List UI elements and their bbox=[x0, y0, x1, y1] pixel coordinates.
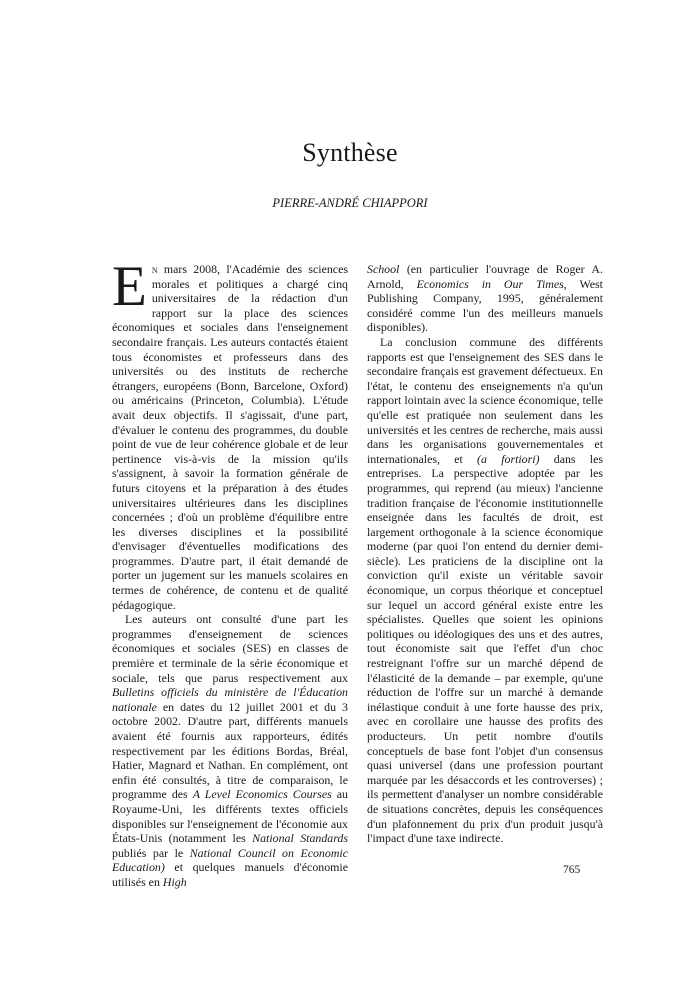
p2-italic-5: High bbox=[162, 874, 187, 889]
p2-text-f: (en particulier l'ouvrage de Roger A. Arnold, bbox=[367, 262, 603, 291]
p2-text-d: publiés par le bbox=[112, 845, 190, 860]
p2-italic-4: National Council on Economic Education) bbox=[112, 845, 348, 875]
paragraph-1-text: mars 2008, l'Académie des sciences morales et politiques a chargé cinq universitaires de la rédaction d'un rapport sur la place des sciences économiques et sociales dans l'enseignement secondaire français. Les auteurs contactés étaient tous économistes et professeurs dans des universités ou des instituts de recherche étrangers, européens (Bonn, Barcelone, Oxford) ou américains (Princeton, Columbia). L'étude avait deux objectifs. Il s'agissait, d'une part, d'évaluer le contenu des programmes, du double point de vue de leur cohérence globale et de leur pertinence vis-à-vis de la mission qu'ils s'assignent, à savoir la formation générale de futurs citoyens et la préparation à des études universitaires ultérieures dans les disciplines concernées ; d'où un problème d'équilibre entre les diverses disciplines et la possibilité d'envisager d'éventuelles modifications des programmes. D'autre part, il était demandé de porter un jugement sur les manuels scolaires en termes de cohérence, de contenu et de qualité pédagogique. bbox=[112, 262, 348, 612]
page-number: 765 bbox=[563, 864, 581, 876]
p3-italic-1: (a fortiori) bbox=[477, 451, 540, 466]
p2-italic-3: National Standards bbox=[252, 831, 348, 846]
author-name: PIERRE-ANDRÉ CHIAPPORI bbox=[272, 196, 428, 210]
left-column bbox=[112, 255, 348, 890]
lead-smallcaps: n bbox=[151, 262, 158, 276]
right-column bbox=[367, 262, 603, 846]
page-title: Synthèse bbox=[302, 138, 398, 167]
p3-text-b: dans les entreprises. La perspective adoptée par les programmes, qui reprend (au mieux) l'ancienne tradition française de l'économie institutionnelle enseignée dans les facultés de droit, est largement orthogonale à la science économique moderne (par quoi l'on entend du dernier demi-siècle). Les praticiens de la discipline ont la conviction qu'il existe un véritable savoir économique, un corpus théorique et conceptuel sur lequel un accord général existe entre les spécialistes. Quelles que soient les opinions politiques ou idéologiques des uns et des autres, tout économiste sait que l'effet d'un choc restreignant l'offre sur un marché dépend de l'élasticité de la demande – par exemple, qu'une réduction de l'offre sur un marché à demande inélastique conduit à une forte hausse des prix, avec en corollaire une hausse des profits des producteurs. Un petit nombre d'outils conceptuels de base font l'objet d'un consensus quasi universel (dans une profession pourtant marquée par les désaccords et les controverses) ; ils permettent d'analyser un nombre considérable de situations concrètes, depuis les conséquences d'un plafonnement du prix d'un produit jusqu'à l'impact d'une taxe indirecte. bbox=[367, 451, 604, 846]
p2-text-g: West Publishing Company, 1995, généralement considéré comme l'un des meilleurs manuels disponibles). bbox=[367, 276, 603, 335]
p2-italic-6: School bbox=[367, 262, 400, 276]
paragraph-2-continued bbox=[367, 262, 603, 335]
paragraph-1 bbox=[112, 255, 348, 612]
p2-text-e: et quelques manuels d'économie utilisés en bbox=[112, 860, 348, 889]
p2-text-a: Les auteurs ont consulté d'une part les programmes d'enseignement de sciences économiques et sociales (SES) en classes de première et terminale de la série économique et sociale, tels que parus respectivement aux bbox=[112, 612, 348, 685]
p2-italic-7: Economics in Our Times, bbox=[416, 276, 567, 291]
paragraph-3 bbox=[367, 335, 603, 846]
p2-text-c: au Royaume-Uni, les différents textes officiels disponibles sur l'enseignement de l'économie aux États-Unis (notamment les bbox=[112, 787, 348, 846]
p2-italic-1: Bulletins officiels du ministère de l'Éducation nationale bbox=[112, 685, 348, 714]
paragraph-2 bbox=[112, 612, 348, 889]
p2-text-b: en dates du 12 juillet 2001 et du 3 octobre 2002. D'autre part, différents manuels avaient été fournis aux rapporteurs, édités respectivement par les éditions Bordas, Bréal, Hatier, Magnard et Nathan. En complément, ont enfin été consultés, à titre de comparaison, le programme des bbox=[112, 699, 348, 802]
p2-italic-2: A Level Economics Courses bbox=[192, 787, 332, 802]
drop-cap: E bbox=[112, 255, 147, 318]
p3-text-a: La conclusion commune des différents rapports est que l'enseignement des SES dans le secondaire français est gravement défectueux. En l'état, le contenu des enseignements n'a qu'un rapport lointain avec la science économique, telle qu'elle est pratiquée non seulement dans les universités et les centres de recherche, mais aussi dans les organisations gouvernementales et internationales, et bbox=[367, 334, 603, 466]
